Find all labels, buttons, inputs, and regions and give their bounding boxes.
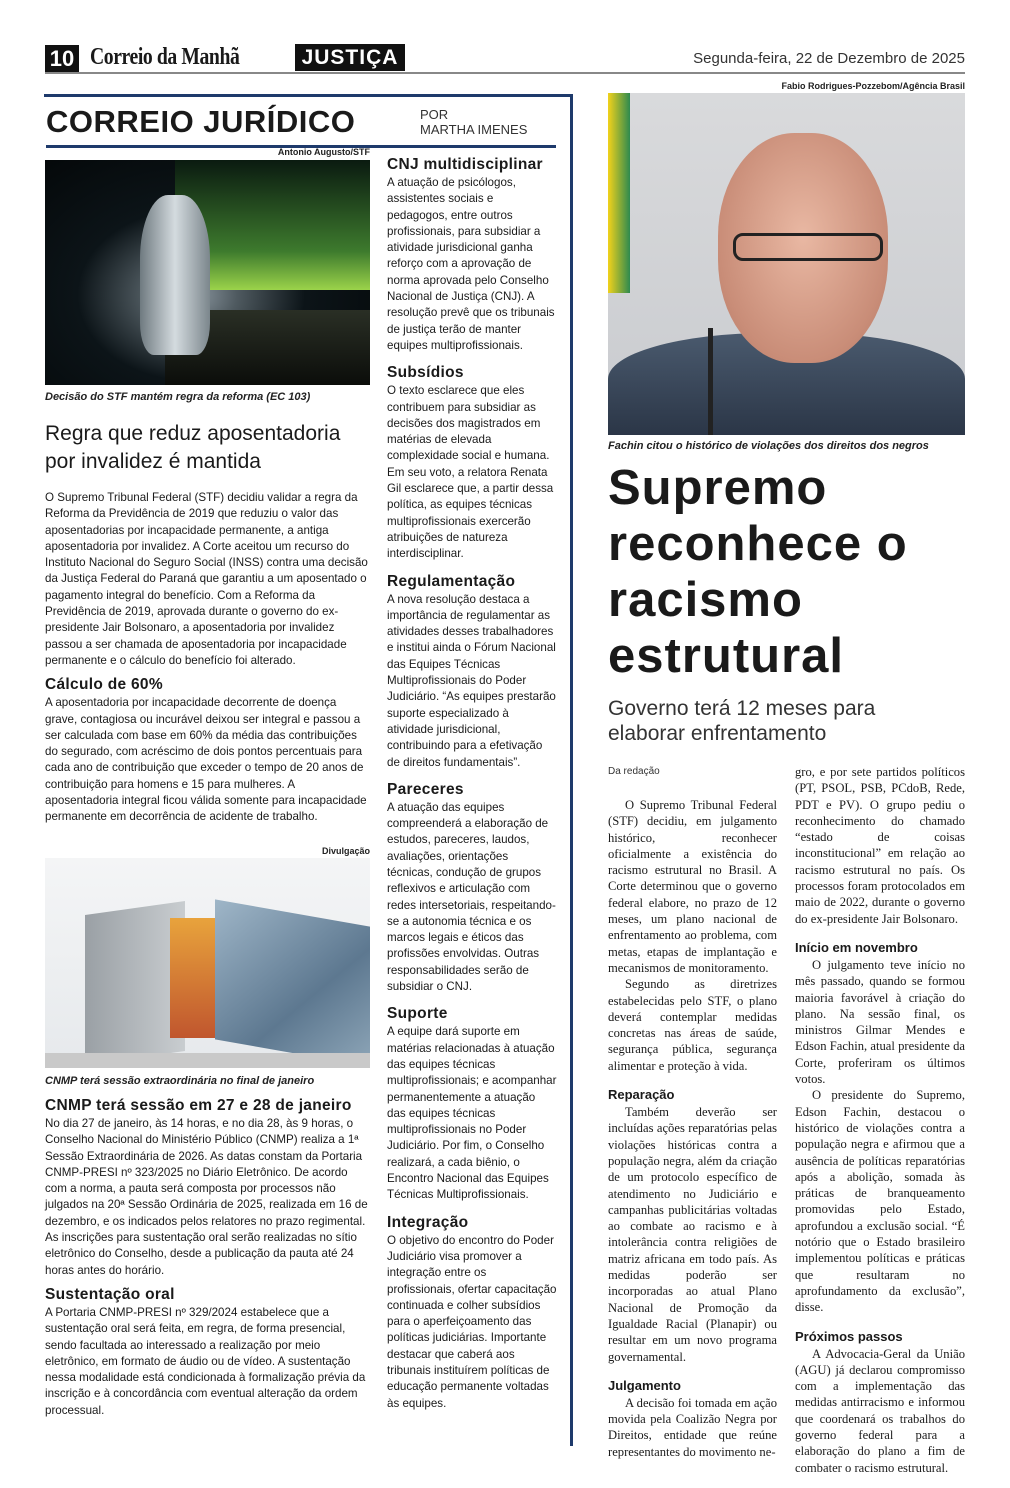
article-paragraph: A atuação de psicólogos, assistentes sociais e pedagogos, entre outros profissionais, para subsidiar a atividade jurisdicional ganha reforço com a aprovação de norma aprovada pelo Conselho Nacional de Justiça (CNJ). A resolução prevê que os tribunais de justiça terão de manter equipes multiprofissionais. <box>387 176 555 352</box>
right-article-col2 <box>795 764 965 1476</box>
section-label: JUSTIÇA <box>295 44 405 71</box>
subheading: Julgamento <box>608 1377 681 1393</box>
byline-por: POR <box>420 107 449 122</box>
article-paragraph: gro, e por sete partidos políticos (PT, PSOL, PSB, PCdoB, Rede, PDT e PV). O grupo pediu o reconhecimento do chamado “estado de coisas inconstitucional” em relação ao racismo estrutural no país. Os processos foram protocolados em maio de 2022, durante o governo do ex-presidente Jair Bolsonaro. <box>795 765 965 926</box>
header-rule <box>45 72 965 74</box>
left-article <box>45 420 370 826</box>
article-paragraph: A nova resolução destaca a importância de regulamentar as atividades desses trabalhadores e institui ainda o Fórum Nacional das Equipes Técnicas Multiprofissionais do Poder Judiciário. “As equipes prestarão suporte especializado à atividade jurisdicional, contribuindo para a efetivação de direitos fundamentais”. <box>387 592 556 769</box>
subheading: Subsídios <box>387 364 464 382</box>
photo-credit: Fabio Rodrigues-Pozzebom/Agência Brasil <box>781 81 965 91</box>
article-paragraph: A atuação das equipes compreenderá a elaboração de estudos, pareceres, laudos, avaliações, orientações técnicas, condução de grupos reflexivos e articulação com redes intersetoriais, respeitando-se a autonomia técnica e os marcos legais e éticos das profissões envolvidas. Outras responsabilidades serão de subsidiar o CNJ. <box>387 800 556 994</box>
byline: Da redação <box>608 766 660 777</box>
article-paragraph: O Supremo Tribunal Federal (STF) decidiu validar a regra da Reforma da Previdência de 2019 que reduziu o valor das aposentadorias por incapacidade permanente, a antiga aposentadoria por invalidez. A Corte aceitou um recurso do Instituto Nacional do Seguro Social (INSS) contra uma decisão da Justiça Federal do Paraná que garantiu a um aposentado o pagamento integral do benefício. Com a Reforma da Previdência de 2019, aprovada durante o governo do ex-presidente Jair Bolsonaro, a aposentadoria por invalidez passou a ser chamada de aposentadoria por incapacidade permanente e o cálculo do benefício foi alterado. <box>45 491 368 667</box>
article-paragraph: A Portaria CNMP-PRESI nº 329/2024 estabelece que a sustentação oral será feita, em regra, de forma presencial, sendo facultada ao interessado a realização por meio eletrônico, em formato de áudio ou de vídeo. A sustentação nessa modalidade está condicionada à formalização prévia da inscrição e à concordância com eventual alteração da ordem processual. <box>45 1305 366 1417</box>
article-paragraph: O Supremo Tribunal Federal (STF) decidiu, em julgamento histórico, reconhecer oficialmente a existência do racismo estrutural no Brasil. A Corte determinou que o governo federal elabore, no prazo de 12 meses, um plano nacional de enfrentamento ao problema, com metas, etapas de implantação e mecanismos de monitoramento. <box>608 798 777 975</box>
subheading: Próximos passos <box>795 1328 903 1344</box>
fachin-photo <box>608 93 965 435</box>
article-paragraph: No dia 27 de janeiro, às 14 horas, e no dia 28, às 9 horas, o Conselho Nacional do Ministério Público (CNMP) realiza a 1ª Sessão Extraordinária de 2026. As datas constam da Portaria CNMP-PRESI nº 323/2025 no Diário Eletrônico. De acordo com a norma, a pauta será composta por processos não julgados na 20ª Sessão Ordinária de 2025, realizada em 16 de dezembro, e os indicados pelos relatores no prazo regimental. As inscrições para sustentação oral serão realizadas no sítio eletrônico do Conselho, desde a publicação da pauta até 24 horas antes do horário. <box>45 1117 368 1277</box>
article-paragraph: O julgamento teve início no mês passado, quando se formou maioria favorável à criação do plano. Na sessão final, os ministros Gilmar Mendes e Edson Fachin, atual presidente da Corte, proferiram os últimos votos. <box>795 957 965 1087</box>
page-number: 10 <box>45 45 79 72</box>
article-paragraph: Também deverão ser incluídas ações reparatórias pelas violações históricas contra a população negra, além da criação de um protocolo específico de atendimento no Judiciário e campanhas publicitárias voltadas ao combate ao racismo e à intolerância contra religiões de matriz africana em todo país. As medidas poderão ser incorporadas ao atual Plano Nacional de Promoção da Igualdade Racial (Planapir) ou resultar em um novo programa governamental. <box>608 1105 777 1364</box>
article-paragraph: A equipe dará suporte em matérias relacionadas à atuação das equipes técnicas multiprofissionais; e acompanhar permanentemente a atuação das equipes técnicas multiprofissionais no Poder Judiciário. Por fim, o Conselho realizará, a cada biênio, o Encontro Nacional das Equipes Técnicas Multiprofissionais. <box>387 1025 557 1202</box>
article-paragraph: O presidente do Supremo, Edson Fachin, destacou o histórico de violações contra a população negra e afirmou que a ausência de políticas reparatórias após a abolição, somada às práticas de branqueamento promovidas pelo Estado, aprofundou a exclusão social. “É notório que o Estado brasileiro implementou políticas e práticas que resultaram no aprofundamento da exclusão”, disse. <box>795 1088 965 1315</box>
photo-credit: Divulgação <box>321 846 370 856</box>
subheadline: Governo terá 12 meses para elaborar enfrentamento <box>608 697 876 745</box>
newspaper-logo: Correio da Manhã <box>90 44 240 70</box>
byline-author: MARTHA IMENES <box>420 122 528 137</box>
subheading: Sustentação oral <box>45 1285 175 1303</box>
article-headline: Regra que reduz aposentadoria por invalidez é mantida <box>45 422 341 473</box>
article-paragraph: A Advocacia-Geral da União (AGU) já declarou compromisso com a implementação das medidas antirracismo e informou que coordenará os trabalhos do governo federal para a elaboração do plano a fim de combater o racismo estrutural. <box>795 1346 965 1475</box>
subheading: Reparação <box>608 1087 675 1103</box>
subheading: Início em novembro <box>795 939 918 955</box>
article-paragraph: A decisão foi tomada em ação movida pela Coalizão Negra por Direitos, entidade que reúne representantes do movimento ne- <box>608 1395 777 1459</box>
column-title: CORREIO JURÍDICO <box>46 104 356 139</box>
article-paragraph: O objetivo do encontro do Poder Judiciário visa promover a integração entre os profissionais, ofertar capacitação continuada e colher subsídios para o aperfeiçoamento das políticas judiciárias. Importante destacar que caberá aos tribunais instituírem políticas de educação permanente voltadas às equipes. <box>387 1233 557 1410</box>
article-paragraph: A aposentadoria por incapacidade decorrente de doença grave, contagiosa ou incurável deixou ser integral e passou a ser calculada com base em 60% da média das contribuições do segurado, com acréscimo de dois pontos percentuais para cada ano de contribuição que exceder o tempo de 20 anos de contribuição para homens e 15 para mulheres. A aposentadoria integral ficou válida somente para incapacidade permanente em decorrência de acidente de trabalho. <box>45 696 367 824</box>
photo-credit: Antonio Augusto/STF <box>277 147 370 157</box>
article-paragraph: O texto esclarece que eles contribuem para subsidiar as decisões dos magistrados em matérias de elevada complexidade social e humana. Em seu voto, a relatora Renata Gil esclarece que, a partir dessa política, as equipes técnicas multiprofissionais exercerão atribuições de natureza interdisciplinar. <box>387 384 554 561</box>
photo-caption: CNMP terá sessão extraordinária no final de janeiro <box>45 1075 315 1087</box>
cnmp-building-photo <box>45 858 370 1068</box>
subheading: Regulamentação <box>387 572 516 590</box>
column-byline <box>420 107 527 137</box>
right-article-col1 <box>608 797 777 1460</box>
issue-date: Segunda-feira, 22 de Dezembro de 2025 <box>693 50 965 67</box>
subheading: Integração <box>387 1213 469 1231</box>
middle-column <box>387 155 557 1412</box>
subheading: Suporte <box>387 1005 448 1023</box>
subheading: CNMP terá sessão em 27 e 28 de janeiro <box>45 1097 352 1114</box>
subheading: Pareceres <box>387 780 464 798</box>
subheading: CNJ multidisciplinar <box>387 156 543 173</box>
main-headline: Supremo reconhece o racismo estrutural <box>608 461 908 683</box>
photo-caption: Decisão do STF mantém regra da reforma (EC 103) <box>45 391 311 403</box>
photo-caption: Fachin citou o histórico de violações dos direitos dos negros <box>608 440 929 452</box>
statue-photo <box>45 160 370 385</box>
subheading: Cálculo de 60% <box>45 676 163 694</box>
left-article-2 <box>45 1096 370 1419</box>
article-paragraph: Segundo as diretrizes estabelecidas pelo STF, o plano deverá contemplar medidas concretas nas áreas de saúde, segurança pública, segurança alimentar e proteção à vida. <box>608 977 777 1073</box>
